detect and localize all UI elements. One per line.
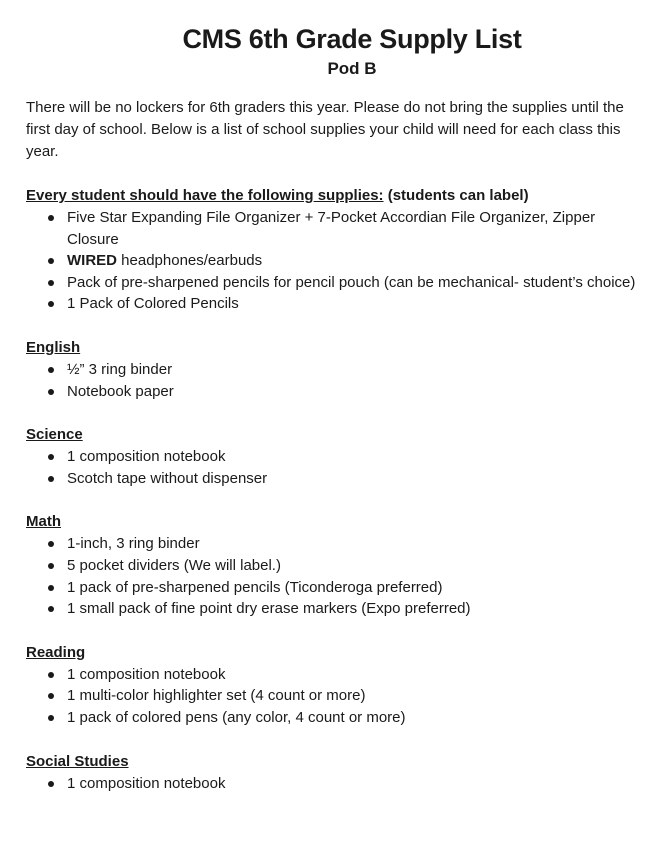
- supply-list: [26, 664, 638, 729]
- list-item: Five Star Expanding File Organizer + 7-Pocket Accordian File Organizer, Zipper Closure: [26, 207, 638, 250]
- supply-list: [26, 446, 638, 489]
- section-social-studies: [26, 751, 638, 795]
- section-heading-text: Every student should have the following supplies:: [26, 187, 384, 204]
- section-reading: [26, 642, 638, 729]
- section-heading: Science: [26, 426, 83, 444]
- list-item: 1 composition notebook: [26, 773, 638, 795]
- list-item: 1 Pack of Colored Pencils: [26, 293, 638, 315]
- supply-list: [26, 359, 638, 402]
- intro-paragraph: There will be no lockers for 6th graders this year. Please do not bring the supplies until the first day of school. Below is a list of school supplies your child will need for each class this year.: [26, 99, 624, 160]
- section-heading: Math: [26, 513, 61, 531]
- section-heading: Social Studies: [26, 752, 129, 770]
- list-item: 1-inch, 3 ring binder: [26, 533, 638, 555]
- list-item: Pack of pre-sharpened pencils for pencil pouch (can be mechanical- student’s choice): [26, 272, 638, 294]
- list-item: 1 multi-color highlighter set (4 count or more): [26, 685, 638, 707]
- list-item: 5 pocket dividers (We will label.): [26, 555, 638, 577]
- list-item: 1 composition notebook: [26, 446, 638, 468]
- supply-list: [26, 207, 638, 315]
- list-item: WIRED headphones/earbuds: [26, 250, 638, 272]
- supply-list: [26, 773, 638, 795]
- section-math: [26, 511, 638, 619]
- list-item: 1 small pack of fine point dry erase markers (Expo preferred): [26, 598, 638, 620]
- page-subtitle: Pod B: [327, 59, 377, 78]
- list-item: ½” 3 ring binder: [26, 359, 638, 381]
- page-title: CMS 6th Grade Supply List: [182, 24, 522, 54]
- document-page: [26, 22, 638, 794]
- list-item: 1 pack of pre-sharpened pencils (Ticonderoga preferred): [26, 577, 638, 599]
- section-heading: [26, 185, 638, 207]
- section-heading: Reading: [26, 643, 86, 661]
- section-english: [26, 337, 638, 402]
- section-heading-note: (students can label): [383, 187, 529, 204]
- supply-list: [26, 533, 638, 619]
- section-all-students: [26, 185, 638, 315]
- section-science: [26, 424, 638, 489]
- section-heading: English: [26, 338, 81, 356]
- list-item: 1 composition notebook: [26, 664, 638, 686]
- emphasis-text: WIRED: [67, 252, 117, 270]
- list-item: Scotch tape without dispenser: [26, 468, 638, 490]
- list-item: 1 pack of colored pens (any color, 4 count or more): [26, 707, 638, 729]
- list-item: Notebook paper: [26, 381, 638, 403]
